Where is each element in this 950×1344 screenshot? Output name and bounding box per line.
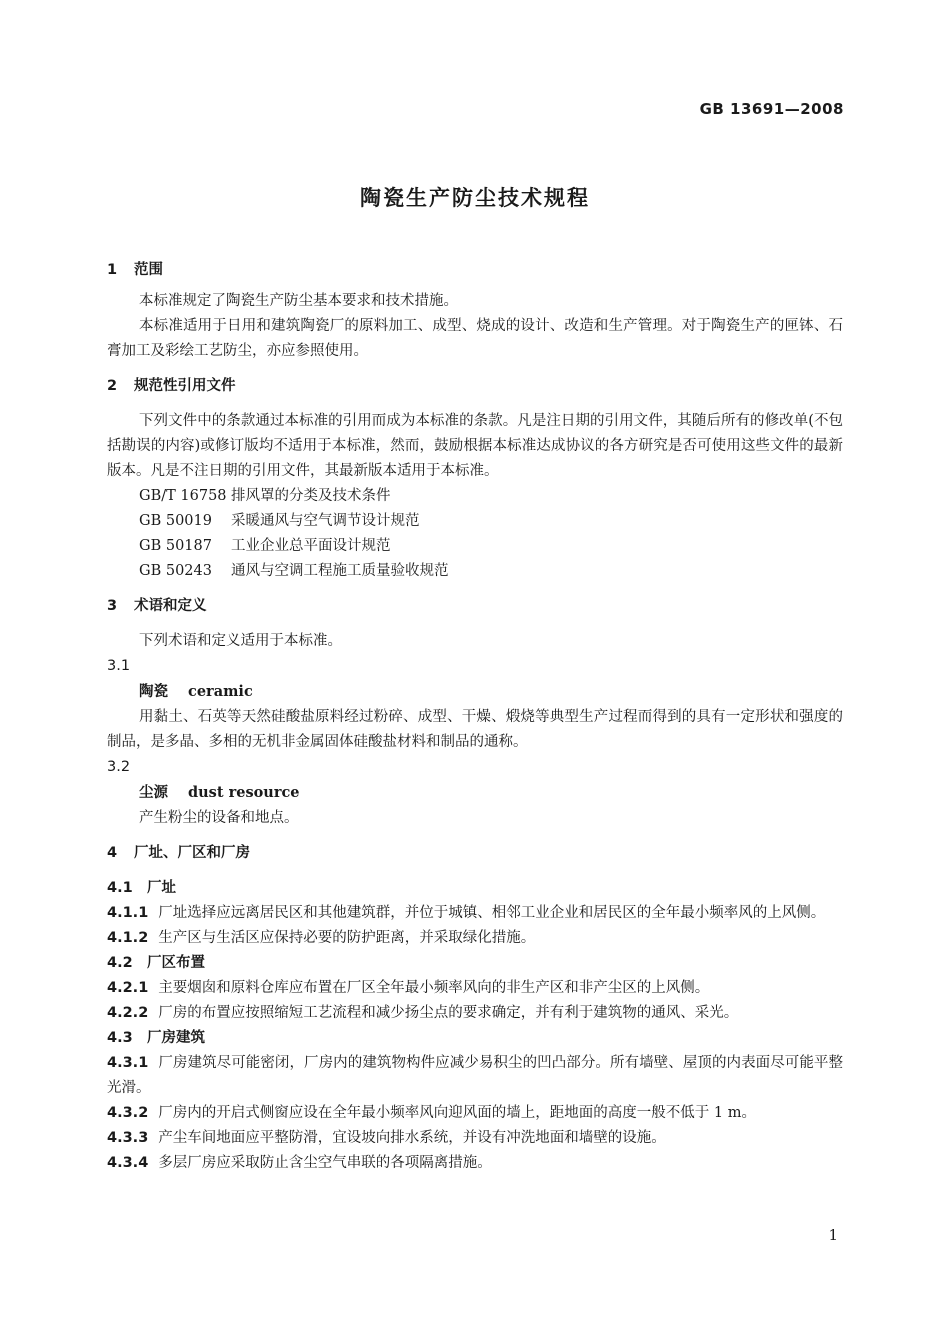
subsection-title: 厂址 [147, 880, 176, 896]
document-body [107, 258, 843, 1176]
clause-text: 厂房的布置应按照缩短工艺流程和减少扬尘点的要求确定，并有利于建筑物的通风、采光。 [158, 1005, 739, 1021]
section-heading-3 [107, 594, 843, 619]
subsection-heading [107, 876, 843, 901]
reference-name: 工业企业总平面设计规范 [231, 538, 391, 554]
term-number: 3.1 [107, 658, 131, 674]
clause-number: 4.3.4 [107, 1155, 149, 1171]
term-english: dust resource [188, 784, 300, 801]
clause-text: 厂房内的开启式侧窗应设在全年最小频率风向迎风面的墙上，距地面的高度一般不低于 1 m。 [158, 1105, 756, 1121]
reference-item [107, 509, 843, 534]
clause [107, 976, 843, 1001]
paragraph: 本标准规定了陶瓷生产防尘基本要求和技术措施。 [139, 293, 458, 309]
term-english: ceramic [188, 683, 253, 700]
clause [107, 1001, 843, 1026]
clause-text: 厂址选择应远离居民区和其他建筑群，并位于城镇、相邻工业企业和居民区的全年最小频率风的上风侧。 [158, 905, 826, 921]
clause-text: 厂房建筑尽可能密闭，厂房内的建筑物构件应减少易积尘的凹凸部分。所有墙壁、屋顶的内表面尽可能平整光滑。 [107, 1055, 843, 1096]
reference-name: 排风罩的分类及技术条件 [231, 488, 391, 504]
page-title: 陶瓷生产防尘技术规程 [360, 186, 590, 210]
section-title: 规范性引用文件 [134, 378, 236, 394]
reference-code: GB/T 16758 [139, 488, 227, 504]
clause-number: 4.2.1 [107, 980, 149, 996]
section-title: 范围 [134, 262, 163, 278]
page-number: 1 [828, 1226, 838, 1244]
clause-number: 4.3.1 [107, 1055, 149, 1071]
clause [107, 1151, 843, 1176]
paragraph: 下列文件中的条款通过本标准的引用而成为本标准的条款。凡是注日期的引用文件，其随后所有的修改单(不包括勘误的内容)或修订版均不适用于本标准，然而，鼓励根据本标准达成协议的各方研究是否可使用这些文件的最新版本。凡是不注日期的引用文件，其最新版本适用于本标准。 [107, 413, 843, 479]
subsection-heading [107, 1026, 843, 1051]
clause-number: 4.2.2 [107, 1005, 149, 1021]
subsection-number: 4.1 [107, 880, 133, 896]
reference-code: GB 50019 [139, 513, 212, 529]
clause [107, 1126, 843, 1151]
term-number: 3.2 [107, 759, 131, 775]
clause-text: 多层厂房应采取防止含尘空气串联的各项隔离措施。 [158, 1155, 492, 1171]
term-entry [107, 780, 843, 806]
clause [107, 1101, 843, 1126]
clause-number: 4.1.1 [107, 905, 149, 921]
clause-text: 产尘车间地面应平整防滑，宜设坡向排水系统，并设有冲洗地面和墙壁的设施。 [158, 1130, 666, 1146]
clause-number: 4.3.2 [107, 1105, 149, 1121]
term-entry [107, 679, 843, 705]
paragraph: 下列术语和定义适用于本标准。 [139, 633, 342, 649]
section-number: 1 [107, 262, 118, 278]
clause [107, 901, 843, 926]
clause-text: 主要烟囱和原料仓库应布置在厂区全年最小频率风向的非生产区和非产尘区的上风侧。 [158, 980, 710, 996]
paragraph: 本标准适用于日用和建筑陶瓷厂的原料加工、成型、烧成的设计、改造和生产管理。对于陶瓷生产的匣钵、石膏加工及彩绘工艺防尘，亦应参照使用。 [107, 318, 843, 359]
subsection-heading [107, 951, 843, 976]
reference-code: GB 50187 [139, 538, 212, 554]
section-number: 3 [107, 598, 118, 614]
clause [107, 926, 843, 951]
subsection-title: 厂区布置 [147, 955, 205, 971]
section-number: 2 [107, 378, 118, 394]
reference-name: 通风与空调工程施工质量验收规范 [231, 563, 449, 579]
section-heading-2 [107, 374, 843, 399]
term-definition: 用黏土、石英等天然硅酸盐原料经过粉碎、成型、干燥、煅烧等典型生产过程而得到的具有一定形状和强度的制品，是多晶、多相的无机非金属固体硅酸盐材料和制品的通称。 [107, 709, 843, 750]
standard-code: GB 13691—2008 [699, 100, 844, 118]
clause-number: 4.1.2 [107, 930, 149, 946]
section-title: 厂址、厂区和厂房 [134, 845, 250, 861]
term-definition: 产生粉尘的设备和地点。 [139, 810, 299, 826]
clause-number: 4.3.3 [107, 1130, 149, 1146]
section-title: 术语和定义 [134, 598, 207, 614]
clause-text: 生产区与生活区应保持必要的防护距离，并采取绿化措施。 [158, 930, 536, 946]
subsection-number: 4.2 [107, 955, 133, 971]
section-heading-4 [107, 841, 843, 866]
section-heading-1 [107, 258, 843, 283]
subsection-title: 厂房建筑 [147, 1030, 205, 1046]
reference-item [107, 534, 843, 559]
reference-item [107, 559, 843, 584]
reference-name: 采暖通风与空气调节设计规范 [231, 513, 420, 529]
term-chinese: 尘源 [139, 785, 168, 801]
term-chinese: 陶瓷 [139, 684, 168, 700]
clause [107, 1051, 843, 1101]
reference-code: GB 50243 [139, 563, 212, 579]
section-number: 4 [107, 845, 118, 861]
reference-item [107, 484, 843, 509]
subsection-number: 4.3 [107, 1030, 133, 1046]
